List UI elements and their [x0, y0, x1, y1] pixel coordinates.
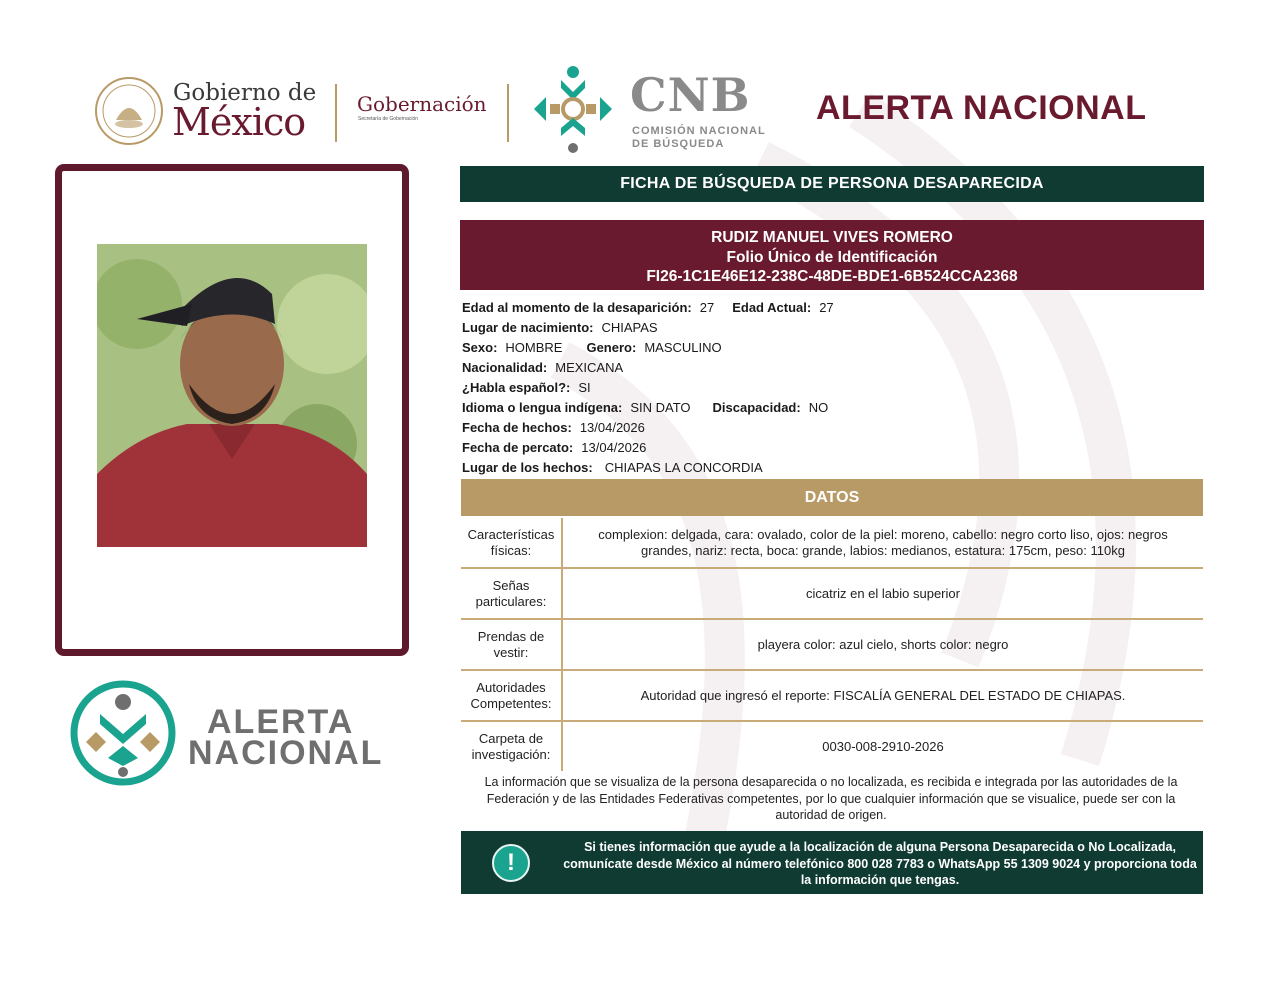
- cnb-subtitle-1: COMISIÓN NACIONAL: [632, 125, 766, 137]
- carpeta-value: 0030-008-2910-2026: [822, 738, 944, 754]
- cnb-subtitle-2: DE BÚSQUEDA: [632, 138, 725, 150]
- prendas-label: Prendas de vestir:: [461, 620, 563, 669]
- edad-desaparicion-value: 27: [699, 300, 715, 315]
- info-row-idioma: [462, 398, 1202, 418]
- caracteristicas-value: complexion: delgada, cara: ovalado, color de la piel: moreno, cabello: negro corto liso, ojos: negros grandes, nariz: recta, boca: grande, labios: medianos, estatura: 175cm, peso: 110kg: [598, 526, 1168, 558]
- sexo-label: Sexo:: [462, 340, 498, 355]
- discapacidad-value: NO: [808, 400, 829, 415]
- lugar-hechos-value: CHIAPAS LA CONCORDIA: [604, 460, 763, 475]
- genero-label: Genero:: [586, 340, 637, 355]
- info-row-nacionalidad: [462, 358, 1202, 378]
- header-divider: [507, 84, 509, 142]
- person-info: [462, 298, 1202, 478]
- person-photo: [97, 244, 367, 547]
- table-row: [461, 722, 1203, 771]
- info-row-fecha-hechos: [462, 418, 1202, 438]
- habla-label: ¿Habla español?:: [462, 380, 571, 395]
- lugar-nacimiento-value: CHIAPAS: [601, 320, 658, 335]
- info-row-nacimiento: [462, 318, 1202, 338]
- fecha-percato-label: Fecha de percato:: [462, 440, 574, 455]
- prendas-value: playera color: azul cielo, shorts color: negro: [757, 636, 1009, 652]
- table-row: [461, 620, 1203, 671]
- gobierno-line1: Gobierno de: [173, 80, 317, 106]
- idioma-label: Idioma o lengua indígena:: [462, 400, 623, 415]
- fecha-percato-value: 13/04/2026: [581, 440, 647, 455]
- gobernacion-subtitle: Secretaría de Gobernación: [358, 116, 419, 122]
- discapacidad-label: Discapacidad:: [712, 400, 801, 415]
- cnb-logo-text: CNB: [630, 68, 751, 122]
- header-divider: [335, 84, 337, 142]
- carpeta-label: Carpeta de investigación:: [461, 722, 563, 771]
- datos-title: DATOS: [461, 479, 1203, 516]
- nacionalidad-label: Nacionalidad:: [462, 360, 548, 375]
- alerta-nacional-logo-icon: [70, 680, 176, 786]
- fecha-hechos-value: 13/04/2026: [579, 420, 645, 435]
- idioma-value: SIN DATO: [630, 400, 691, 415]
- lugar-nacimiento-label: Lugar de nacimiento:: [462, 320, 594, 335]
- table-row: [461, 671, 1203, 722]
- caracteristicas-label: Características físicas:: [461, 518, 563, 567]
- person-name: RUDIZ MANUEL VIVES ROMERO: [711, 229, 953, 246]
- folio-label: Folio Único de Identificación: [726, 248, 938, 266]
- exclamation-icon: !: [492, 844, 530, 882]
- gobernacion-logo-text: Gobernación: [357, 92, 487, 116]
- info-row-edad: [462, 298, 1202, 318]
- edad-actual-value: 27: [819, 300, 834, 315]
- table-row: [461, 569, 1203, 620]
- lugar-hechos-label: Lugar de los hechos:: [462, 460, 593, 475]
- gobierno-line2: México: [172, 100, 306, 144]
- info-row-fecha-percato: [462, 438, 1202, 458]
- datos-table: [461, 518, 1203, 771]
- habla-value: SI: [578, 380, 591, 395]
- info-row-lugar-hechos: [462, 458, 1202, 478]
- fecha-hechos-label: Fecha de hechos:: [462, 420, 572, 435]
- folio-id: FI26-1C1E46E12-238C-48DE-BDE1-6B524CCA2368: [646, 268, 1018, 285]
- genero-value: MASCULINO: [644, 340, 722, 355]
- mexico-seal-icon: [94, 76, 164, 146]
- contact-text: Si tienes información que ayude a la localización de alguna Persona Desaparecida o No Localizada, comunícate desde México al número telefónico 800 028 7783 o WhatsApp 55 1309 9024 y proporciona toda la información que tengas.: [563, 840, 1197, 887]
- nacionalidad-value: MEXICANA: [555, 360, 624, 375]
- ficha-title: FICHA DE BÚSQUEDA DE PERSONA DESAPARECIDA: [460, 166, 1204, 202]
- edad-desaparicion-label: Edad al momento de la desaparición:: [462, 300, 692, 315]
- senas-value: cicatriz en el labio superior: [806, 585, 960, 601]
- alerta-logo-line2: NACIONAL: [188, 734, 384, 772]
- info-row-sexo: [462, 338, 1202, 358]
- alerta-logo-line1: ALERTA: [207, 703, 355, 741]
- info-row-habla: [462, 378, 1202, 398]
- person-header: [460, 220, 1204, 290]
- autoridades-label: Autoridades Competentes:: [461, 671, 563, 720]
- edad-actual-label: Edad Actual:: [732, 300, 812, 315]
- disclaimer-text: La información que se visualiza de la persona desaparecida o no localizada, es recibida e integrada por las autoridades de la Federación y de las Entidades Federativas competentes, por lo que cualquier información que se visualice, puede ser con la autoridad de origen.: [484, 775, 1178, 822]
- sexo-value: HOMBRE: [505, 340, 563, 355]
- senas-label: Señas particulares:: [461, 569, 563, 618]
- alerta-nacional-title: ALERTA NACIONAL: [816, 89, 1147, 127]
- cnb-logo-icon: [526, 62, 620, 156]
- autoridades-value: Autoridad que ingresó el reporte: FISCALÍA GENERAL DEL ESTADO DE CHIAPAS.: [640, 687, 1126, 703]
- table-row: [461, 518, 1203, 569]
